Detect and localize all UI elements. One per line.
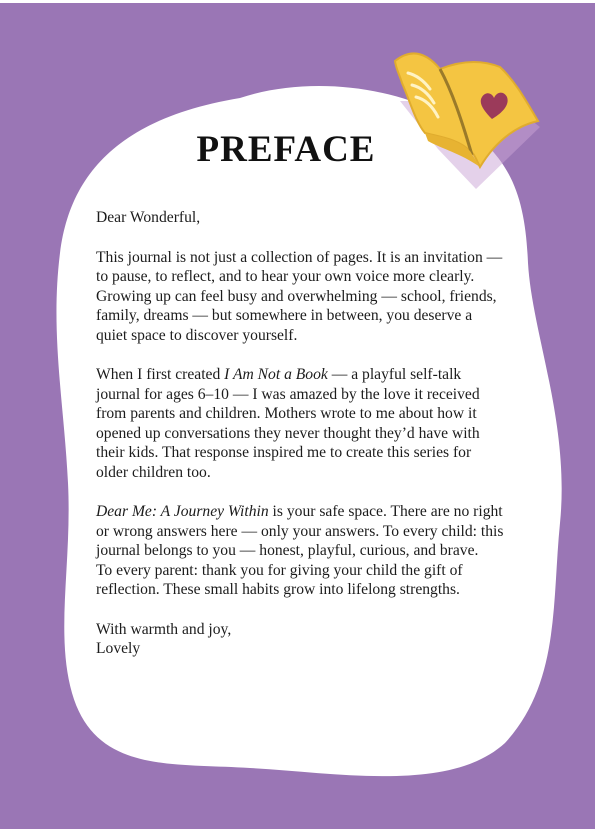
- closing-line: With warmth and joy,: [96, 620, 232, 638]
- book-title-first: I Am Not a Book: [224, 366, 328, 383]
- paragraph-safe-space: [96, 502, 506, 561]
- paragraph-origin-before: When I first created: [96, 366, 225, 383]
- paragraph-origin: [96, 365, 506, 482]
- paragraph-origin-after: — a playful self-talk journal for ages 6–10 — I was amazed by the love it received from parents and children. Mothers wrote to me about how it opened up conversations they never thought they’d have with their kids. That response inspired me to create this series for older children too.: [96, 366, 480, 481]
- page-title: PREFACE: [196, 129, 376, 170]
- paragraph-safe-space-after: is your safe space. There are no right or wrong answers here — only your answers. To every child: this journal belongs to you — honest, playful, curious, and brave.: [96, 503, 504, 559]
- page-background: [0, 3, 595, 829]
- greeting: Dear Wonderful,: [96, 209, 201, 226]
- preface-text: [96, 130, 506, 659]
- paragraph-parents: To every parent: thank you for giving your child the gift of reflection. These small habits grow into lifelong strengths.: [96, 561, 463, 598]
- signature: Lovely: [96, 640, 141, 657]
- book-title-current: Dear Me: A Journey Within: [96, 503, 269, 520]
- paragraph-intro: This journal is not just a collection of pages. It is an invitation — to pause, to reflect, and to hear your own voice more clearly. Growing up can feel busy and overwhelming — school, friends, family, dreams — but somewhere in between, you deserve a quiet space to discover yourself.: [96, 248, 503, 344]
